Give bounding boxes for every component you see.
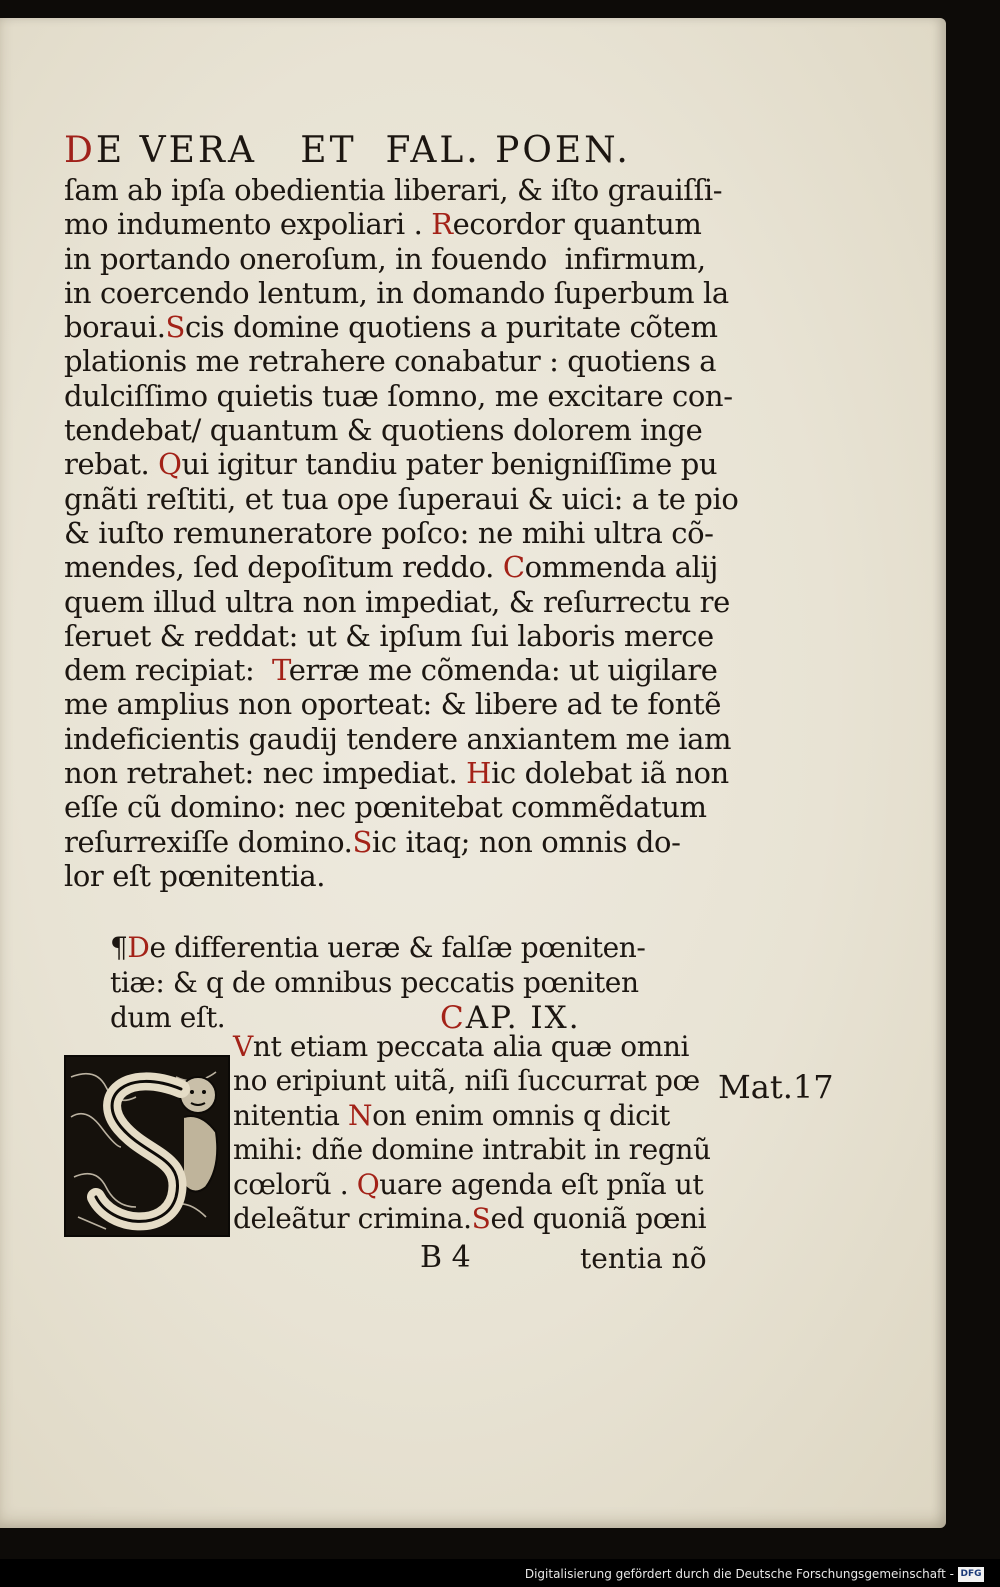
line-text: in coercendo lentum, in domando ſuperbum la — [64, 275, 729, 310]
rubricated-initial: V — [233, 1030, 253, 1063]
text-line — [233, 1202, 707, 1236]
line-text: indeficientis gaudij tendere anxiantem me iam — [64, 721, 732, 756]
line-text: uare agenda eſt pnĩa ut — [379, 1167, 704, 1201]
line-text: mo indumento expoliari . — [64, 207, 432, 242]
line-text: & iuſto remuneratore poſco: ne mihi ultra cõ- — [64, 515, 714, 550]
text-line — [64, 378, 733, 413]
text-line — [233, 1133, 711, 1167]
text-line — [64, 242, 704, 276]
text-line — [64, 481, 739, 516]
text-line — [64, 687, 722, 722]
chapter-title-lines — [110, 930, 690, 1035]
text-line — [64, 413, 704, 447]
text-line — [64, 584, 730, 619]
rubricated-initial: Q — [356, 1167, 380, 1201]
decorated-initial-icon — [64, 1055, 230, 1237]
rubricated-initial: R — [431, 207, 453, 242]
line-text: dem recipiat: — [64, 653, 272, 688]
text-line — [64, 447, 718, 482]
chapter-title-line — [110, 930, 690, 965]
line-text: ecordor quantum — [452, 207, 702, 242]
text-line — [64, 790, 707, 825]
text-line — [64, 310, 718, 345]
line-text: tendebat/ quantum & quotiens dolorem inge — [64, 413, 703, 448]
text-line — [64, 859, 704, 893]
header-text: E VERA ET FAL. POEN. — [95, 130, 631, 171]
line-text: erræ me cõmenda: ut uigilare — [288, 653, 718, 688]
line-text: cis domine quotiens a puritate cõtem — [185, 310, 718, 345]
text-line — [64, 515, 714, 550]
line-text: ed quoniã pœni — [490, 1202, 707, 1236]
margin-note: Mat.17 — [718, 1068, 834, 1106]
text-line — [64, 173, 723, 207]
line-text: eſſe cũ domino: nec pœnitebat commẽdatum — [64, 790, 707, 825]
line-text: on enim omnis q dicit — [372, 1098, 670, 1132]
line-text: rebat. — [64, 447, 159, 482]
rubricated-initial: N — [348, 1098, 373, 1132]
text-line — [233, 1168, 703, 1202]
line-text: ſeruet & reddat: ut & ipſum ſui laboris merce — [64, 618, 714, 653]
line-text: ſam ab ipſa obedientia liberari, & iſto grauiſſi- — [64, 173, 723, 207]
text-line — [233, 1030, 703, 1064]
line-text: mihi: dñe domine intrabit in regnũ — [233, 1133, 711, 1167]
rubricated-initial: Q — [158, 447, 182, 482]
dfg-logo-icon: DFG — [958, 1567, 984, 1582]
chapter-paragraph-lines — [233, 1030, 711, 1236]
text-line — [64, 653, 718, 688]
line-text: gnãti reſtiti, et tua ope ſuperaui & uici: a te pio — [64, 481, 739, 516]
line-text: nitentia — [233, 1098, 349, 1132]
catchword: tentia nõ — [580, 1242, 707, 1275]
chapter-number-text: AP. IX. — [465, 1000, 581, 1036]
running-header — [64, 130, 704, 171]
line-text: ic itaq; non omnis do- — [371, 824, 681, 859]
line-text: reſurrexiſſe domino. — [64, 824, 353, 859]
line-text: dulciſſimo quietis tuæ ſomno, me excitare con- — [64, 378, 733, 413]
line-text: no eripiunt uitã, niſi ſuccurrat pœ — [233, 1064, 700, 1098]
text-line — [64, 550, 719, 585]
line-text: quem illud ultra non impediat, & reſurrectu re — [64, 584, 730, 619]
line-text: cœlorũ . — [233, 1167, 357, 1201]
text-line — [64, 207, 704, 241]
line-text: deleãtur crimina. — [233, 1202, 472, 1236]
text-line — [64, 756, 729, 791]
rubricated-initial: C — [502, 550, 525, 585]
rubricated-initial: T — [271, 653, 289, 688]
chapter-paragraph — [233, 1030, 711, 1236]
rubricated-initial: S — [471, 1202, 491, 1236]
paragraph-mark: ¶ — [110, 931, 128, 964]
line-text: ui igitur tandiu pater benigniſſime pu — [181, 447, 718, 482]
line-text: e differentia ueræ & falſæ pœniten- — [149, 931, 646, 964]
line-text: in portando oneroſum, in fouendo infirmum, — [64, 241, 706, 276]
footer-credit: Digitalisierung gefördert durch die Deutsche Forschungsgemeinschaft - — [524, 1567, 954, 1581]
signature-mark: B 4 — [420, 1240, 471, 1275]
rubricated-initial: S — [352, 824, 372, 859]
text-line — [64, 344, 717, 379]
header-initial: D — [64, 130, 96, 171]
line-text: tiæ: & q de omnibus peccatis pœniten — [110, 966, 639, 999]
chapter-number-initial: C — [440, 1000, 466, 1036]
line-text: ommenda alij — [524, 550, 719, 585]
rubricated-initial: H — [466, 756, 492, 791]
line-text: non retrahet: nec impediat. — [64, 756, 467, 791]
text-line — [64, 618, 714, 653]
body-lines — [64, 173, 739, 893]
line-text: dum eſt. — [110, 1001, 226, 1034]
chapter-title-line — [110, 965, 690, 1000]
line-text: lor eſt pœnitentia. — [64, 858, 326, 893]
line-text: nt etiam peccata alia quæ omni — [252, 1030, 690, 1063]
line-text: me amplius non oporteat: & libere ad te fontẽ — [64, 687, 722, 722]
line-text: mendes, ſed depoſitum reddo. — [64, 550, 503, 585]
text-line — [233, 1064, 703, 1098]
text-line — [233, 1099, 703, 1133]
main-text-block — [64, 130, 739, 893]
line-text: plationis me retrahere conabatur : quotiens a — [64, 344, 717, 379]
line-text: ic dolebat iã non — [491, 756, 729, 791]
chapter-heading — [110, 930, 690, 1035]
rubricated-initial: D — [127, 931, 150, 964]
text-line — [64, 275, 729, 310]
text-line — [64, 721, 732, 756]
rubricated-initial: S — [165, 310, 186, 345]
line-text: boraui. — [64, 310, 166, 345]
text-line — [64, 825, 704, 859]
